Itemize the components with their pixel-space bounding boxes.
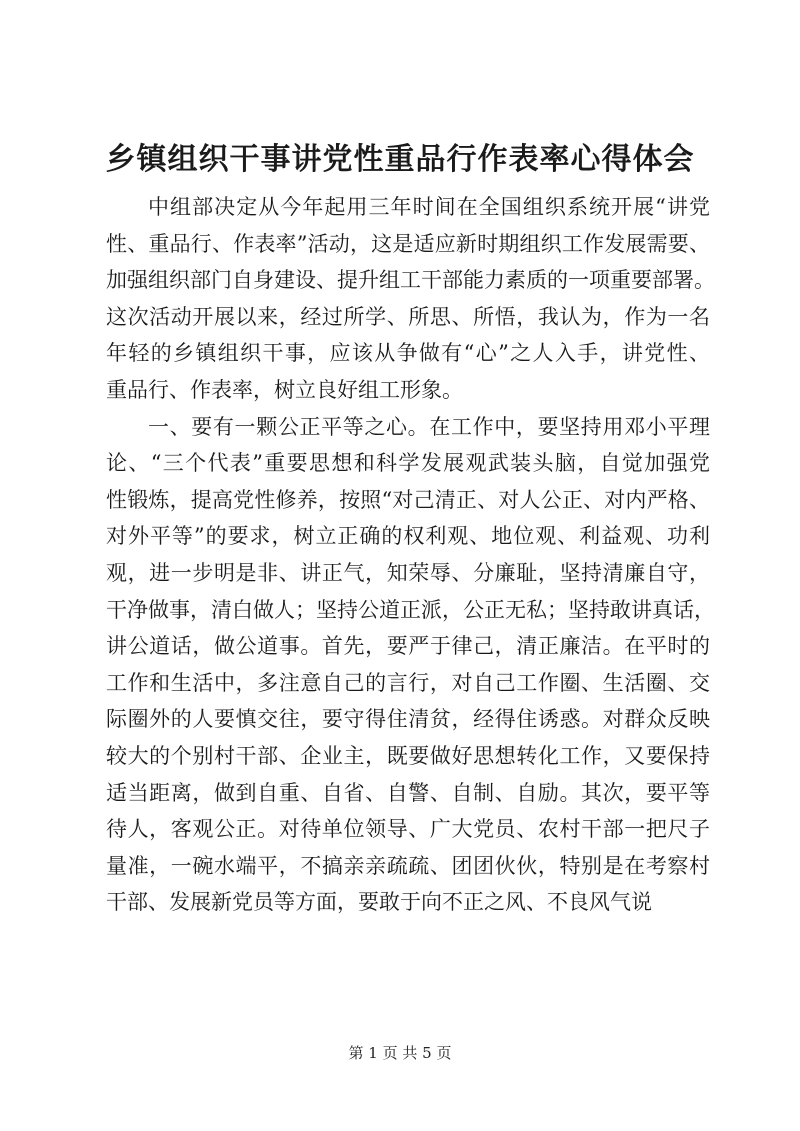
text-line: 论、“三个代表”重要思想和科学发展观武装头脑，自觉加强党 — [106, 451, 710, 476]
document-body — [106, 189, 715, 921]
paragraph-intro — [106, 189, 715, 409]
text-line: 观，进一步明是非、讲正气，知荣辱、分廉耻，坚持清廉自守， — [106, 560, 710, 585]
text-line: 量准，一碗水端平，不搞亲亲疏疏、团团伙伙，特别是在考察村 — [106, 853, 710, 878]
text-line: 重品行、作表率，树立良好组工形象。 — [106, 377, 463, 402]
document-title: 乡镇组织干事讲党性重品行作表率心得体会 — [105, 142, 695, 177]
text-line: 讲公道话，做公道事。首先，要严于律己，清正廉洁。在平时的 — [106, 634, 710, 659]
text-line: 加强组织部门自身建设、提升组工干部能力素质的一项重要部署。 — [106, 268, 715, 293]
text-line: 这次活动开展以来，经过所学、所思、所悟，我认为，作为一名 — [106, 304, 710, 329]
text-line: 际圈外的人要慎交往，要守得住清贫，经得住诱惑。对群众反映 — [106, 707, 710, 732]
text-line: 年轻的乡镇组织干事，应该从争做有“心”之人入手，讲党性、 — [106, 341, 710, 366]
page-number-footer: 第 1 页 共 5 页 — [348, 1044, 452, 1062]
text-line: 工作和生活中，多注意自己的言行，对自己工作圈、生活圈、交 — [106, 670, 710, 695]
text-line: 适当距离，做到自重、自省、自警、自制、自励。其次，要平等 — [106, 780, 710, 805]
text-line: 性、重品行、作表率”活动，这是适应新时期组织工作发展需要、 — [106, 231, 710, 256]
text-line: 干净做事，清白做人；坚持公道正派，公正无私；坚持敢讲真话， — [106, 597, 715, 622]
text-line: 中组部决定从今年起用三年时间在全国组织系统开展“讲党 — [148, 195, 710, 219]
text-line: 一、要有一颗公正平等之心。在工作中，要坚持用邓小平理 — [148, 414, 710, 439]
text-line: 对外平等”的要求，树立正确的权利观、地位观、利益观、功利 — [106, 524, 710, 549]
paragraph-section-one — [106, 409, 715, 921]
text-line: 性锻炼，提高党性修养，按照“对己清正、对人公正、对内严格、 — [106, 487, 710, 512]
text-line: 较大的个别村干部、企业主，既要做好思想转化工作，又要保持 — [106, 743, 710, 768]
text-line: 待人，客观公正。对待单位领导、广大党员、农村干部一把尺子 — [106, 817, 710, 842]
text-line: 干部、发展新党员等方面，要敢于向不正之风、不良风气说 — [106, 890, 652, 915]
